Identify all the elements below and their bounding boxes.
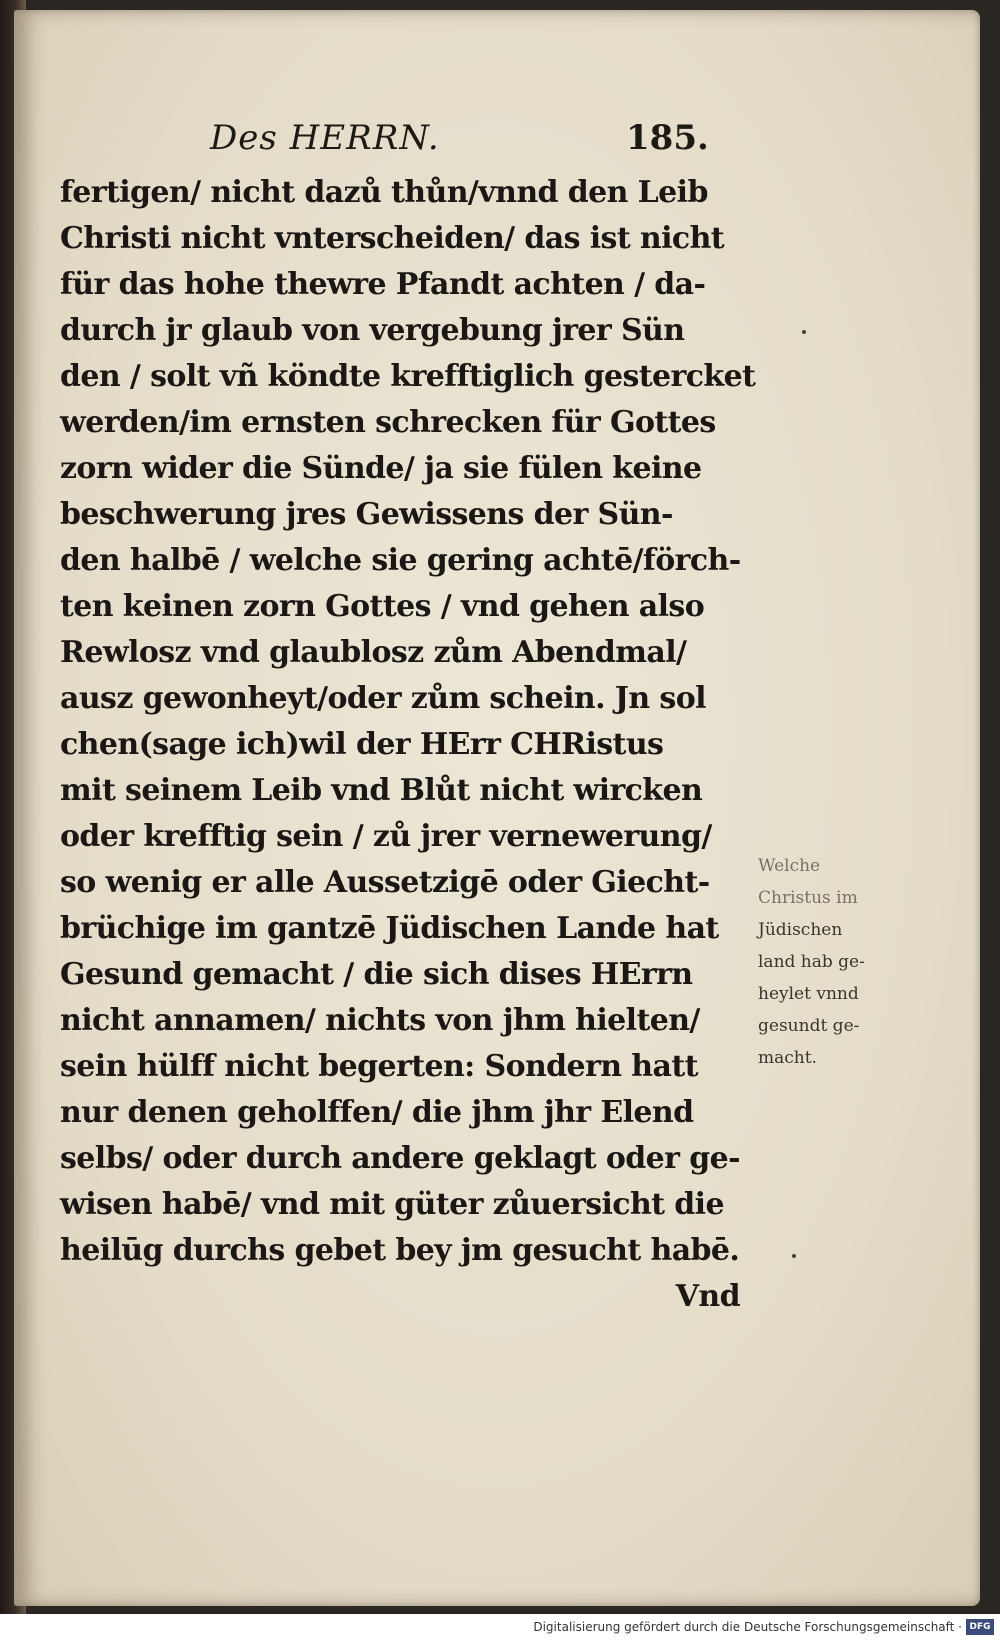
main-text-block — [60, 170, 760, 1320]
paper-speck — [802, 330, 806, 334]
marginal-line: land hab ge- — [758, 952, 865, 972]
text-line: Gesund gemacht / die sich dises HErrn — [60, 957, 693, 992]
text-line: für das hohe thewre Pfandt achten / da- — [60, 267, 706, 302]
text-line: sein hülff nicht begerten: Sondern hatt — [60, 1049, 698, 1084]
paper-speck — [792, 1254, 796, 1258]
catchword: Vnd — [675, 1279, 740, 1314]
text-line: durch jr glaub von vergebung jrer Sün — [60, 313, 685, 348]
text-line: oder krefftig sein / zů jrer vernewerung/ — [60, 819, 712, 854]
text-line: den / solt vñ köndte krefftiglich gestercket — [60, 359, 756, 394]
marginal-line: Welche — [758, 856, 821, 876]
text-line: werden/im ernsten schrecken für Gottes — [60, 405, 716, 440]
marginal-note — [758, 850, 908, 1074]
text-line: fertigen/ nicht dazů thůn/vnnd den Leib — [60, 175, 708, 210]
marginal-line: Christus im — [758, 888, 858, 908]
text-line: nur denen geholffen/ die jhm jhr Elend — [60, 1095, 694, 1130]
marginal-line: gesundt ge- — [758, 1016, 860, 1036]
text-line: heilūg durchs gebet bey jm gesucht habē. — [60, 1233, 740, 1268]
text-line: Rewlosz vnd glaublosz zům Abendmal/ — [60, 635, 687, 670]
text-line: brüchige im gantzē Jüdischen Lande hat — [60, 911, 719, 946]
text-line: zorn wider die Sünde/ ja sie fülen keine — [60, 451, 702, 486]
text-line: mit seinem Leib vnd Blůt nicht wircken — [60, 773, 703, 808]
marginal-line: heylet vnnd — [758, 984, 859, 1004]
text-line: ten keinen zorn Gottes / vnd gehen also — [60, 589, 705, 624]
text-line: beschwerung jres Gewissens der Sün- — [60, 497, 673, 532]
funding-credit: Digitalisierung gefördert durch die Deutsche Forschungsgemeinschaft · — [533, 1620, 962, 1634]
text-line: nicht annamen/ nichts von jhm hielten/ — [60, 1003, 700, 1038]
text-line: ausz gewonheyt/oder zům schein. Jn sol — [60, 681, 706, 716]
text-line: wisen habē/ vnd mit güter zůuersicht die — [60, 1187, 724, 1222]
dfg-logo: DFG — [966, 1619, 994, 1635]
text-line: Christi nicht vnterscheiden/ das ist nicht — [60, 221, 725, 256]
running-head — [14, 118, 980, 168]
text-line: so wenig er alle Aussetzigē oder Giecht- — [60, 865, 710, 900]
marginal-line: macht. — [758, 1048, 817, 1068]
marginal-line: Jüdischen — [758, 920, 843, 940]
text-line: chen(sage ich)wil der HErr CHRistus — [60, 727, 664, 762]
book-page — [14, 10, 980, 1606]
running-head-title: Des HERRN. — [210, 118, 440, 158]
digitization-credit-bar — [0, 1614, 1000, 1642]
text-line: den halbē / welche sie gering achtē/förch- — [60, 543, 741, 578]
text-line: selbs/ oder durch andere geklagt oder ge- — [60, 1141, 740, 1176]
page-number: 185. — [626, 118, 709, 158]
